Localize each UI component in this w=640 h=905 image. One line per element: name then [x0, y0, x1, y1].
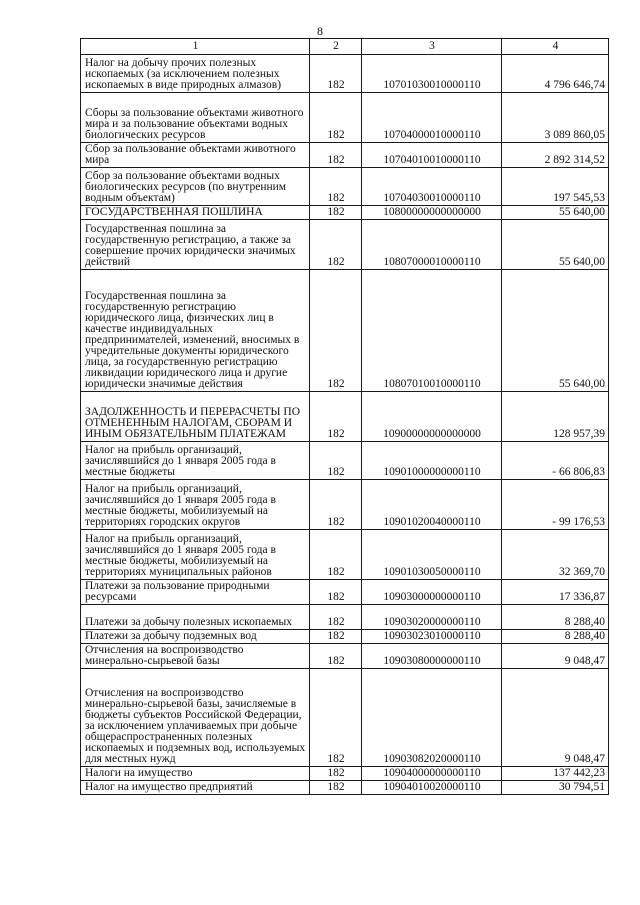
row-kbk: 10904010020000110	[362, 781, 502, 795]
table-row	[81, 630, 609, 644]
row-amount: 32 369,70	[502, 530, 609, 580]
row-kbk: 10704000010000110	[362, 93, 502, 143]
table-row	[81, 767, 609, 781]
table-row	[81, 392, 609, 442]
row-code: 182	[310, 580, 362, 605]
row-code: 182	[310, 669, 362, 767]
row-amount: 4 796 646,74	[502, 55, 609, 93]
row-amount: 30 794,51	[502, 781, 609, 795]
row-kbk: 10704030010000110	[362, 168, 502, 206]
column-header: 1	[81, 39, 310, 55]
row-name: Государственная пошлина за государственную регистрацию, а также за совершение прочих юридически значимых действий	[81, 220, 310, 270]
row-name: Налог на имущество предприятий	[81, 781, 310, 795]
row-kbk: 10904000000000110	[362, 767, 502, 781]
row-code: 182	[310, 530, 362, 580]
row-kbk: 10901000000000110	[362, 442, 502, 480]
row-name: ЗАДОЛЖЕННОСТЬ И ПЕРЕРАСЧЕТЫ ПО ОТМЕНЕННЫМ НАЛОГАМ, СБОРАМ И ИНЫМ ОБЯЗАТЕЛЬНЫМ ПЛАТЕЖАМ	[81, 392, 310, 442]
table-row	[81, 644, 609, 669]
table-row	[81, 442, 609, 480]
row-amount: 8 288,40	[502, 605, 609, 630]
row-amount: 55 640,00	[502, 270, 609, 392]
row-code: 182	[310, 143, 362, 168]
table-row	[81, 530, 609, 580]
table-row	[81, 669, 609, 767]
row-kbk: 10903082020000110	[362, 669, 502, 767]
row-code: 182	[310, 781, 362, 795]
row-name: Сбор за пользование объектами водных биологических ресурсов (по внутренним водным объектам)	[81, 168, 310, 206]
row-code: 182	[310, 392, 362, 442]
table-row	[81, 781, 609, 795]
row-name: Сборы за пользование объектами животного мира и за пользование объектами водных биологических ресурсов	[81, 93, 310, 143]
table-row	[81, 168, 609, 206]
table-row	[81, 270, 609, 392]
row-amount: 55 640,00	[502, 206, 609, 220]
row-name: Сбор за пользование объектами животного мира	[81, 143, 310, 168]
row-code: 182	[310, 168, 362, 206]
table-row	[81, 206, 609, 220]
row-code: 182	[310, 270, 362, 392]
table-header-row	[81, 39, 609, 55]
row-name: Государственная пошлина за государственную регистрацию юридического лица, физических лиц в качестве индивидуальных предпринимателей, изменений, вносимых в учредительные документы юридического лица, за государственную регистрацию ликвидации юридического лица и другие юридически значимые действия	[81, 270, 310, 392]
row-amount: - 99 176,53	[502, 480, 609, 530]
row-name: Налог на прибыль организаций, зачислявшийся до 1 января 2005 года в местные бюджеты	[81, 442, 310, 480]
row-amount: 9 048,47	[502, 669, 609, 767]
row-kbk: 10903080000000110	[362, 644, 502, 669]
row-amount: 128 957,39	[502, 392, 609, 442]
row-name: Платежи за добычу подземных вод	[81, 630, 310, 644]
row-code: 182	[310, 206, 362, 220]
row-code: 182	[310, 605, 362, 630]
row-name: Платежи за добычу полезных ископаемых	[81, 605, 310, 630]
row-kbk: 10901020040000110	[362, 480, 502, 530]
column-header: 2	[310, 39, 362, 55]
table-row	[81, 93, 609, 143]
page-number: 8	[317, 24, 323, 38]
row-kbk: 10807000010000110	[362, 220, 502, 270]
row-name: Налог на добычу прочих полезных ископаемых (за исключением полезных ископаемых в виде природных алмазов)	[81, 55, 310, 93]
row-amount: - 66 806,83	[502, 442, 609, 480]
row-amount: 8 288,40	[502, 630, 609, 644]
row-code: 182	[310, 480, 362, 530]
row-kbk: 10903023010000110	[362, 630, 502, 644]
row-name: Налог на прибыль организаций, зачислявшийся до 1 января 2005 года в местные бюджеты, мобилизуемый на территориях муниципальных районов	[81, 530, 310, 580]
row-amount: 3 089 860,05	[502, 93, 609, 143]
row-amount: 197 545,53	[502, 168, 609, 206]
column-header: 4	[502, 39, 609, 55]
row-code: 182	[310, 55, 362, 93]
row-name: ГОСУДАРСТВЕННАЯ ПОШЛИНА	[81, 206, 310, 220]
table-row	[81, 220, 609, 270]
row-amount: 17 336,87	[502, 580, 609, 605]
row-amount: 2 892 314,52	[502, 143, 609, 168]
row-name: Отчисления на воспроизводство минерально-сырьевой базы, зачисляемые в бюджеты субъектов Российской Федерации, за исключением уплачиваемых при добыче общераспространенных полезных ископаемых и подземных вод, используемых для местных нужд	[81, 669, 310, 767]
row-kbk: 10807010010000110	[362, 270, 502, 392]
row-amount: 9 048,47	[502, 644, 609, 669]
column-header: 3	[362, 39, 502, 55]
table-row	[81, 480, 609, 530]
row-name: Отчисления на воспроизводство минерально-сырьевой базы	[81, 644, 310, 669]
row-kbk: 10901030050000110	[362, 530, 502, 580]
row-kbk: 10900000000000000	[362, 392, 502, 442]
table-row	[81, 605, 609, 630]
row-code: 182	[310, 442, 362, 480]
table-row	[81, 55, 609, 93]
row-code: 182	[310, 93, 362, 143]
row-kbk: 10903020000000110	[362, 605, 502, 630]
revenue-table	[80, 38, 609, 795]
row-code: 182	[310, 630, 362, 644]
row-code: 182	[310, 220, 362, 270]
row-kbk: 10704010010000110	[362, 143, 502, 168]
row-kbk: 10800000000000000	[362, 206, 502, 220]
row-name: Налог на прибыль организаций, зачислявшийся до 1 января 2005 года в местные бюджеты, мобилизуемый на территориях городских округов	[81, 480, 310, 530]
table-row	[81, 580, 609, 605]
row-name: Платежи за пользование природными ресурсами	[81, 580, 310, 605]
row-kbk: 10701030010000110	[362, 55, 502, 93]
table-row	[81, 143, 609, 168]
row-name: Налоги на имущество	[81, 767, 310, 781]
row-amount: 55 640,00	[502, 220, 609, 270]
row-amount: 137 442,23	[502, 767, 609, 781]
row-kbk: 10903000000000110	[362, 580, 502, 605]
row-code: 182	[310, 644, 362, 669]
row-code: 182	[310, 767, 362, 781]
